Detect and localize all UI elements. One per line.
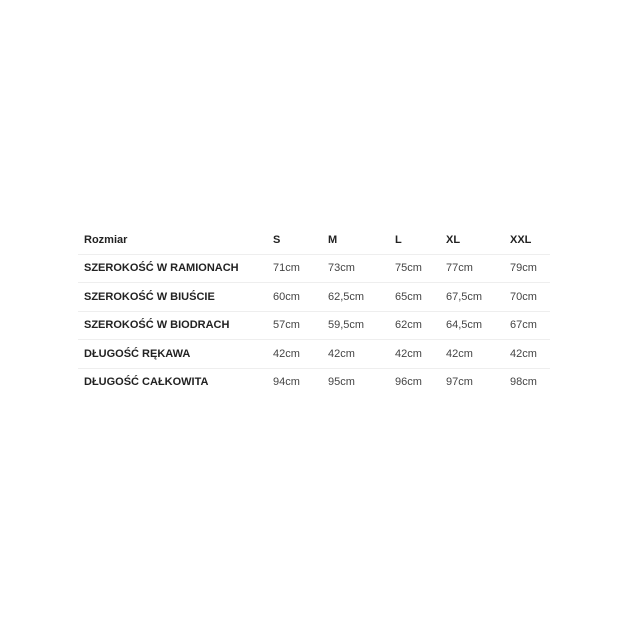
table-row (78, 254, 550, 283)
table-cell: 79cm (504, 254, 550, 283)
table-cell: 65cm (389, 283, 440, 312)
row-label: DŁUGOŚĆ RĘKAWA (78, 340, 267, 369)
table-cell: 71cm (267, 254, 322, 283)
header-size-xl: XL (440, 226, 504, 254)
table-row (78, 340, 550, 369)
table-cell: 64,5cm (440, 311, 504, 340)
table-cell: 62,5cm (322, 283, 389, 312)
header-size-m: M (322, 226, 389, 254)
table-cell: 96cm (395, 376, 422, 389)
table-cell: 67cm (504, 311, 550, 340)
header-size-label: Rozmiar (78, 226, 267, 254)
row-label: DŁUGOŚĆ CAŁKOWITA (84, 376, 209, 389)
table-cell: 42cm (389, 340, 440, 369)
row-label: SZEROKOŚĆ W BIODRACH (78, 311, 267, 340)
table-cell: 42cm (440, 340, 504, 369)
table-cell: 75cm (389, 254, 440, 283)
table-cell: 62cm (389, 311, 440, 340)
row-label: SZEROKOŚĆ W RAMIONACH (78, 254, 267, 283)
table-cell: 42cm (322, 340, 389, 369)
header-size-l: L (389, 226, 440, 254)
row-label: SZEROKOŚĆ W BIUŚCIE (78, 283, 267, 312)
header-size-xxl: XXL (504, 226, 550, 254)
table-cell: 98cm (510, 376, 537, 389)
table-cell: 73cm (322, 254, 389, 283)
table-cell: 70cm (504, 283, 550, 312)
table-cell: 77cm (440, 254, 504, 283)
table-row (78, 368, 550, 396)
table-row (78, 311, 550, 340)
table-row (78, 283, 550, 312)
table-cell: 59,5cm (322, 311, 389, 340)
table-cell: 42cm (267, 340, 322, 369)
table-cell: 94cm (273, 376, 300, 389)
table-cell: 57cm (267, 311, 322, 340)
table-header-row (78, 226, 550, 254)
table-cell: 42cm (504, 340, 550, 369)
size-chart-table (78, 226, 550, 396)
table-cell: 60cm (267, 283, 322, 312)
table-cell: 67,5cm (440, 283, 504, 312)
table-cell: 97cm (446, 376, 473, 389)
header-size-s: S (267, 226, 322, 254)
table-cell: 95cm (328, 376, 355, 389)
